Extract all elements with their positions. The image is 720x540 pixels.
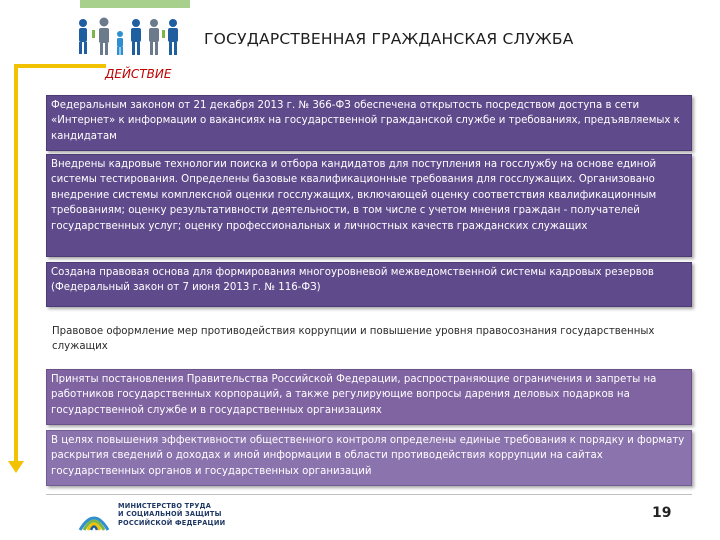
timeline-line-vertical xyxy=(14,64,18,464)
ministry-line-1: МИНИСТЕРСТВО ТРУДА xyxy=(118,502,212,510)
page-title: ГОСУДАРСТВЕННАЯ ГРАЖДАНСКАЯ СЛУЖБА xyxy=(204,30,574,48)
footer-divider xyxy=(46,494,692,495)
timeline-arrow-icon xyxy=(8,461,24,473)
timeline-line-horizontal xyxy=(14,64,106,68)
page-number: 19 xyxy=(652,505,672,521)
people-icons xyxy=(74,14,192,58)
top-accent-bar xyxy=(80,0,190,8)
section-heading-anticorruption: Правовое оформление мер противодействия коррупции и повышение уровня правосознания государственных служащих xyxy=(52,326,655,352)
ministry-line-2: И СОЦИАЛЬНОЙ ЗАЩИТЫ xyxy=(118,510,222,519)
action-box-3: Создана правовая основа для формирования многоуровневой межведомственной системы кадровых резервов (Федеральный закон от 7 июня 2013 г. № 116-ФЗ) xyxy=(46,262,692,307)
action-box-5: В целях повышения эффективности общественного контроля определены единые требования к порядку и формату раскрытия сведений о доходах и иной информации в области противодействия коррупции на сайтах государственных органов и государственных организаций xyxy=(46,430,692,486)
action-box-4: Приняты постановления Правительства Российской Федерации, распространяющие ограничения и запреты на работников государственных корпораций, а также регулирующие вопросы дарения деловых подарков на государственной службе и в государственных организациях xyxy=(46,369,692,425)
action-label: ДЕЙСТВИЕ xyxy=(105,67,172,81)
action-box-1: Федеральным законом от 21 декабря 2013 г. № 366-ФЗ обеспечена открытость посредством доступа в сети «Интернет» к информации о вакансиях на государственной гражданской службе и требованиях, предъявляемых к кандидатам xyxy=(46,95,692,151)
action-box-2: Внедрены кадровые технологии поиска и отбора кандидатов для поступления на госслужбу на основе единой системы тестирования. Определены базовые квалификационные требования для госслужащих. Организовано внедрение системы комплексной оценки госслужащих, включающей оценку соответствия квалификационным требованиям; оценку результативности деятельности, в том числе с учетом мнения граждан - получателей государственных услуг; оценку профессиональных и личностных качеств гражданских служащих xyxy=(46,154,692,257)
ministry-name xyxy=(118,502,225,527)
ministry-logo-icon xyxy=(76,500,112,536)
ministry-line-3: РОССИЙСКОЙ ФЕДЕРАЦИИ xyxy=(118,518,226,527)
